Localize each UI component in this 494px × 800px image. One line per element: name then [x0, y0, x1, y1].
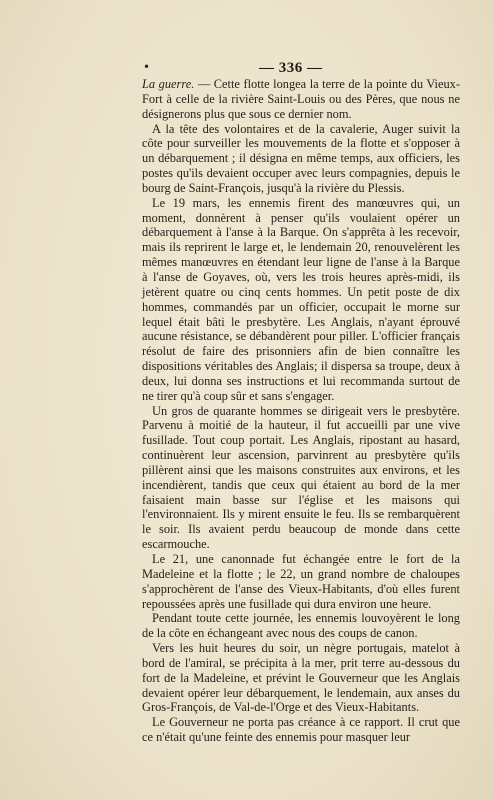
- paragraph-text: — Cette flotte longea la terre de la pointe du Vieux-Fort à celle de la rivière Saint-Louis ou des Pères, que nous ne désignerons plus que sous ce dernier nom.: [142, 77, 460, 121]
- paragraph: A la tête des volontaires et de la cavalerie, Auger suivit la côte pour surveiller les mouvements de la flotte et s'opposer à un débarquement ; il désigna en même temps, aux officiers, les postes qu'ils devaient occuper avec leurs compagnies, depuis le bourg de Saint-François, jusqu'à la rivière du Plessis.: [142, 121, 460, 195]
- header-bullet-mark: •: [143, 60, 151, 74]
- paragraph: Un gros de quarante hommes se dirigeait vers le presbytère. Parvenu à moitié de la hauteur, il fut accueilli par une vive fusillade. Tout coup portait. Les Anglais, ripostant au hasard, continuèrent leur ascension, parvinrent au presbytère qu'ils pillèrent ainsi que les maisons construites aux environs, et les incendièrent, tandis que ceux qui étaient au bord de la mer faisaient main basse sur l'église et les maisons qui l'environnaient. Ils y mirent ensuite le feu. Ils se rembarquèrent le soir. Ils avaient perdu beaucoup de monde dans cette escarmouche.: [142, 403, 460, 552]
- paragraph: Pendant toute cette journée, les ennemis louvoyèrent le long de la côte en échangeant avec nous des coups de canon.: [142, 611, 460, 641]
- body-text: [142, 77, 460, 745]
- page-number: — 336 —: [259, 60, 323, 76]
- paragraph: Le 21, une canonnade fut échangée entre le fort de la Madeleine et la flotte ; le 22, un grand nombre de chaloupes s'approchèrent de l'anse des Vieux-Habitants, d'où elles furent repoussées après une fusillade qui dura environ une heure.: [142, 552, 460, 611]
- paragraph: Le 19 mars, les ennemis firent des manœuvres qui, un moment, donnèrent à penser qu'ils voulaient opérer un débarquement à l'anse à la Barque. On s'apprêta à les recevoir, mais ils reprirent le large et, le lendemain 20, renouvelèrent les mêmes manœuvres en étendant leur ligne de l'anse à la Barque à l'anse de Goyaves, où, vers les trois heures après-midi, ils jetèrent quatre ou cinq cents hommes. Un petit poste de dix hommes, commandés par un officier, occupait le morne sur lequel était bâti le presbytère. Les Anglais, n'ayant éprouvé aucune résistance, se débandèrent pour piller. L'officier français résolut de faire des prisonniers afin de bien connaître les dispositions véritables des Anglais; il dispersa sa troupe, deux à deux, lui donna ses instructions et lui recommanda surtout de ne tirer qu'à coup sûr et sans s'engager.: [142, 195, 460, 403]
- paragraph: Le Gouverneur ne porta pas créance à ce rapport. Il crut que ce n'était qu'une feinte des ennemis pour masquer leur: [142, 715, 460, 745]
- paragraph-lead: La guerre.: [142, 77, 195, 91]
- paragraph: Vers les huit heures du soir, un nègre portugais, matelot à bord de l'amiral, se précipita à la mer, prit terre au-dessous du fort de la Madeleine, et prévint le Gouverneur que les Anglais devaient opérer leur débarquement, le lendemain, aux anses du Gros-François, de Val-de-l'Orge et des Vieux-Habitants.: [142, 641, 460, 715]
- paragraph: [142, 77, 460, 122]
